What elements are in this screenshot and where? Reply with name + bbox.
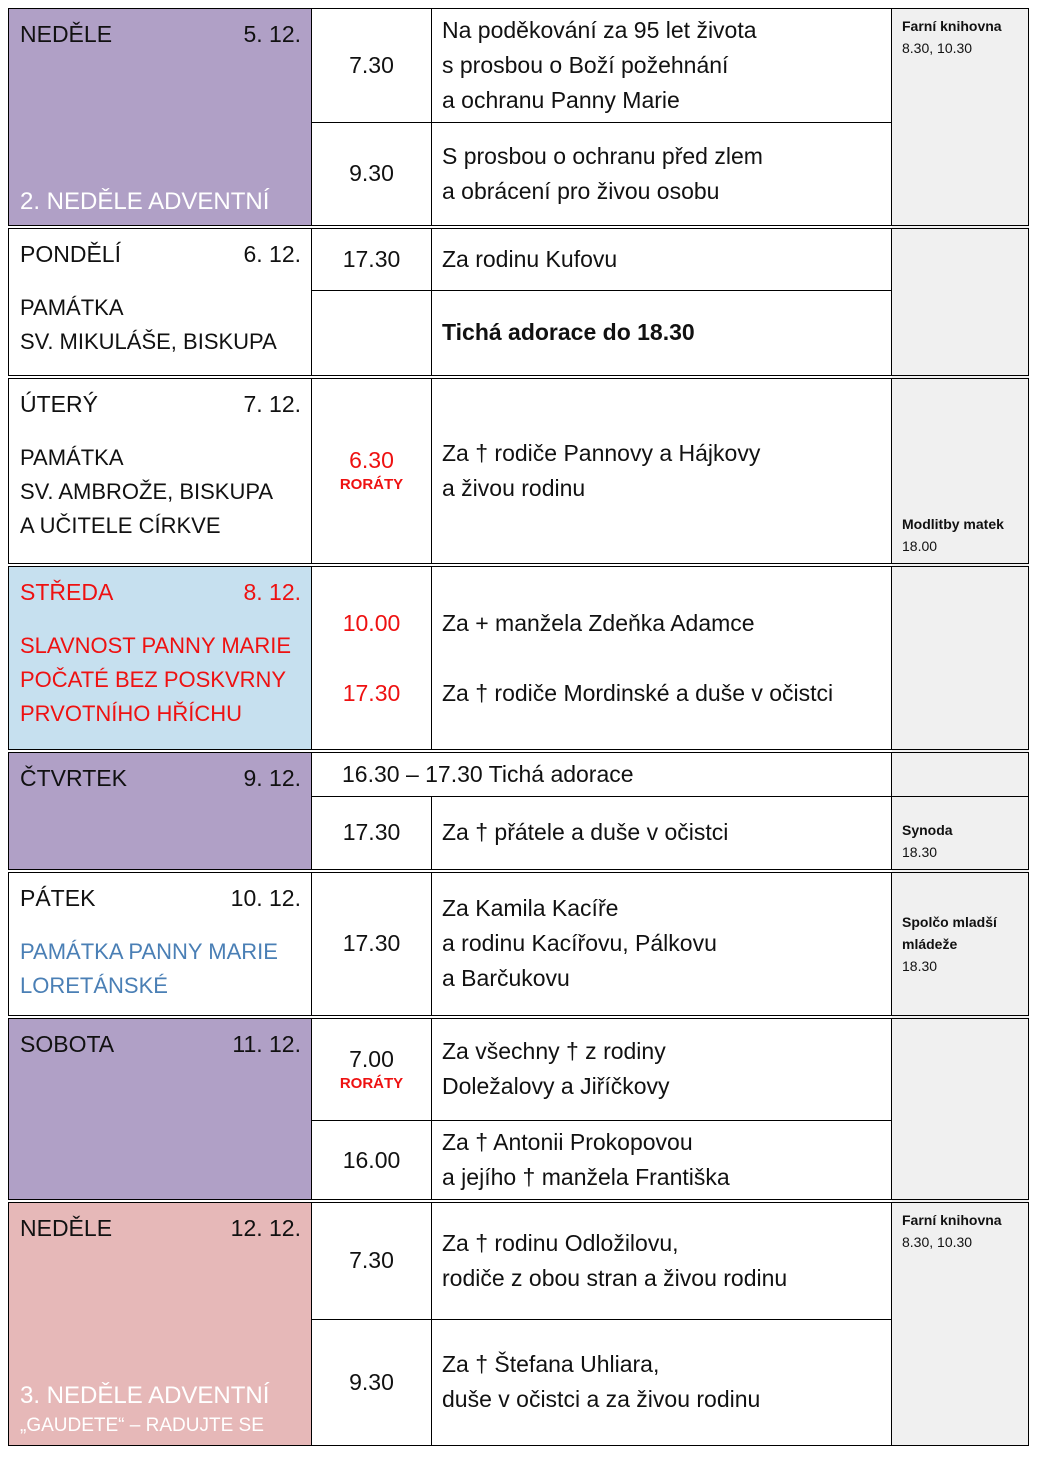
intention-line: rodiče z obou stran a živou rodinu (442, 1264, 788, 1291)
adoration-text: 16.30 – 17.30 Tichá adorace (312, 751, 892, 797)
intention-line: a obrácení pro živou osobu (442, 177, 720, 204)
day-date: 11. 12. (232, 1030, 301, 1057)
day-name: PÁTEK (20, 884, 96, 911)
note-title: Synoda (902, 821, 953, 838)
mass-intention (432, 377, 892, 565)
mass-time: 7.30 (312, 1201, 432, 1319)
mass-time: 10.00 (342, 609, 401, 636)
day-date: 6. 12. (243, 240, 301, 267)
intention-line: Za † rodiče Pannovy a Hájkovy (442, 439, 761, 466)
day-name: NEDĚLE (20, 1215, 113, 1241)
intention-line: Za † Štefana Uhliara, (442, 1351, 660, 1377)
mass-time-cell (312, 565, 432, 751)
note-cell (892, 377, 1029, 565)
intention-line: Za + manžela Zdeňka Adamce (442, 609, 755, 636)
intention-line: a rodinu Kacířovu, Pálkovu (442, 930, 717, 956)
day-cell (9, 227, 312, 377)
day-subtitle: SV. MIKULÁŠE, BISKUPA (20, 328, 277, 354)
intention-line: Za † rodiče Mordinské a duše v očistci (442, 679, 834, 706)
day-subtitle: PAMÁTKA PANNY MARIE (20, 938, 278, 964)
note-cell (892, 871, 1029, 1017)
day-date: 9. 12. (243, 764, 301, 791)
note-cell (892, 227, 1029, 377)
day-date: 12. 12. (230, 1215, 301, 1241)
mass-intention (432, 565, 892, 751)
mass-intention (432, 1201, 892, 1319)
day-date: 7. 12. (243, 390, 301, 417)
note-cell (892, 751, 1029, 797)
mass-time: 7.00 (349, 1045, 394, 1072)
roraty-tag: RORÁTY (339, 1074, 404, 1092)
day-name: PONDĚLÍ (20, 240, 121, 267)
intention-line: Za † Antonii Prokopovou (442, 1129, 693, 1155)
mass-intention (432, 871, 892, 1017)
day-subtitle: PAMÁTKA (20, 444, 124, 470)
day-subtitle: 2. NEDĚLE ADVENTNÍ (20, 187, 270, 215)
note-cell (892, 1201, 1029, 1445)
day-cell (9, 1017, 312, 1202)
day-row-sunday-12 (9, 1201, 1029, 1319)
adoration-text: Tichá adorace do 18.30 (432, 291, 892, 377)
intention-line: a živou rodinu (442, 474, 586, 501)
day-row-thursday (9, 751, 1029, 797)
day-date: 8. 12. (243, 578, 301, 605)
day-subtitle: A UČITELE CÍRKVE (20, 512, 221, 538)
mass-intention: Za rodinu Kufovu (432, 227, 892, 291)
note-detail: 18.00 (902, 537, 938, 554)
day-row-friday (9, 871, 1029, 1017)
mass-intention (432, 9, 892, 123)
note-detail: 18.30 (902, 957, 938, 974)
intention-line: Doležalovy a Jiříčkovy (442, 1073, 670, 1100)
note-cell (892, 565, 1029, 751)
note-title: Modlitby matek (902, 515, 1004, 532)
mass-time: 16.00 (312, 1121, 432, 1202)
day-cell (9, 377, 312, 565)
mass-time-cell (312, 377, 432, 565)
note-detail: 8.30, 10.30 (902, 40, 973, 56)
mass-schedule-table (8, 8, 1029, 1446)
day-subtitle: SLAVNOST PANNY MARIE (20, 632, 292, 658)
mass-intention (432, 123, 892, 227)
intention-line: a ochranu Panny Marie (442, 87, 680, 113)
day-cell (9, 9, 312, 227)
day-subtitle: 3. NEDĚLE ADVENTNÍ (20, 1381, 270, 1409)
intention-line: a Barčukovu (442, 965, 570, 991)
mass-intention (432, 1017, 892, 1121)
day-name: ČTVRTEK (20, 764, 127, 791)
day-cell (9, 871, 312, 1017)
day-date: 10. 12. (230, 884, 301, 911)
note-title: Farní knihovna (902, 1212, 1002, 1228)
day-name: STŘEDA (20, 578, 114, 605)
intention-line: s prosbou o Boží požehnání (442, 52, 729, 78)
note-title: Farní knihovna (902, 18, 1002, 34)
day-subtitle-block (20, 1379, 269, 1439)
mass-intention (432, 1319, 892, 1445)
intention-line: Za Kamila Kacíře (442, 895, 619, 921)
day-subtitle: PAMÁTKA (20, 294, 124, 320)
day-row-wednesday (9, 565, 1029, 751)
intention-line: Za všechny † z rodiny (442, 1038, 666, 1065)
day-name: SOBOTA (20, 1030, 115, 1057)
mass-time: 17.30 (342, 679, 401, 706)
intention-line: Na poděkování za 95 let života (442, 17, 757, 43)
note-detail: 8.30, 10.30 (902, 1234, 973, 1250)
day-cell (9, 751, 312, 871)
mass-time: 17.30 (312, 871, 432, 1017)
day-row-saturday (9, 1017, 1029, 1121)
intention-line: S prosbou o ochranu před zlem (442, 142, 763, 169)
day-subtitle: POČATÉ BEZ POSKVRNY (20, 666, 287, 692)
mass-time: 17.30 (312, 797, 432, 871)
note-cell (892, 9, 1029, 227)
note-cell (892, 1017, 1029, 1202)
day-subtitle: SV. AMBROŽE, BISKUPA (20, 478, 274, 504)
day-cell (9, 565, 312, 751)
mass-time: 17.30 (312, 227, 432, 291)
day-date: 5. 12. (243, 21, 301, 47)
mass-time (312, 291, 432, 377)
mass-time: 6.30 (349, 447, 394, 473)
mass-time-cell (312, 1017, 432, 1121)
day-name: ÚTERÝ (20, 390, 98, 417)
mass-intention: Za † přátele a duše v očistci (432, 797, 892, 871)
day-subtitle: PRVOTNÍHO HŘÍCHU (20, 700, 243, 726)
note-detail: 18.30 (902, 843, 938, 860)
day-subtitle: LORETÁNSKÉ (20, 972, 168, 998)
intention-line: duše v očistci a za živou rodinu (442, 1386, 761, 1412)
day-row-sunday-5 (9, 9, 1029, 123)
mass-time: 7.30 (312, 9, 432, 123)
day-name: NEDĚLE (20, 21, 113, 47)
mass-time: 9.30 (312, 123, 432, 227)
roraty-tag: RORÁTY (339, 476, 404, 493)
intention-line: a jejího † manžela Františka (442, 1164, 730, 1190)
mass-intention (432, 1121, 892, 1202)
day-row-tuesday (9, 377, 1029, 565)
day-subtitle-motto: „GAUDETE“ – RADUJTE SE (20, 1414, 264, 1436)
day-row-monday (9, 227, 1029, 291)
mass-time: 9.30 (312, 1319, 432, 1445)
intention-line: Za † rodinu Odložilovu, (442, 1229, 679, 1256)
note-title: Spolčo mladší mládeže (902, 913, 997, 952)
day-cell (9, 1201, 312, 1445)
note-cell (892, 797, 1029, 871)
